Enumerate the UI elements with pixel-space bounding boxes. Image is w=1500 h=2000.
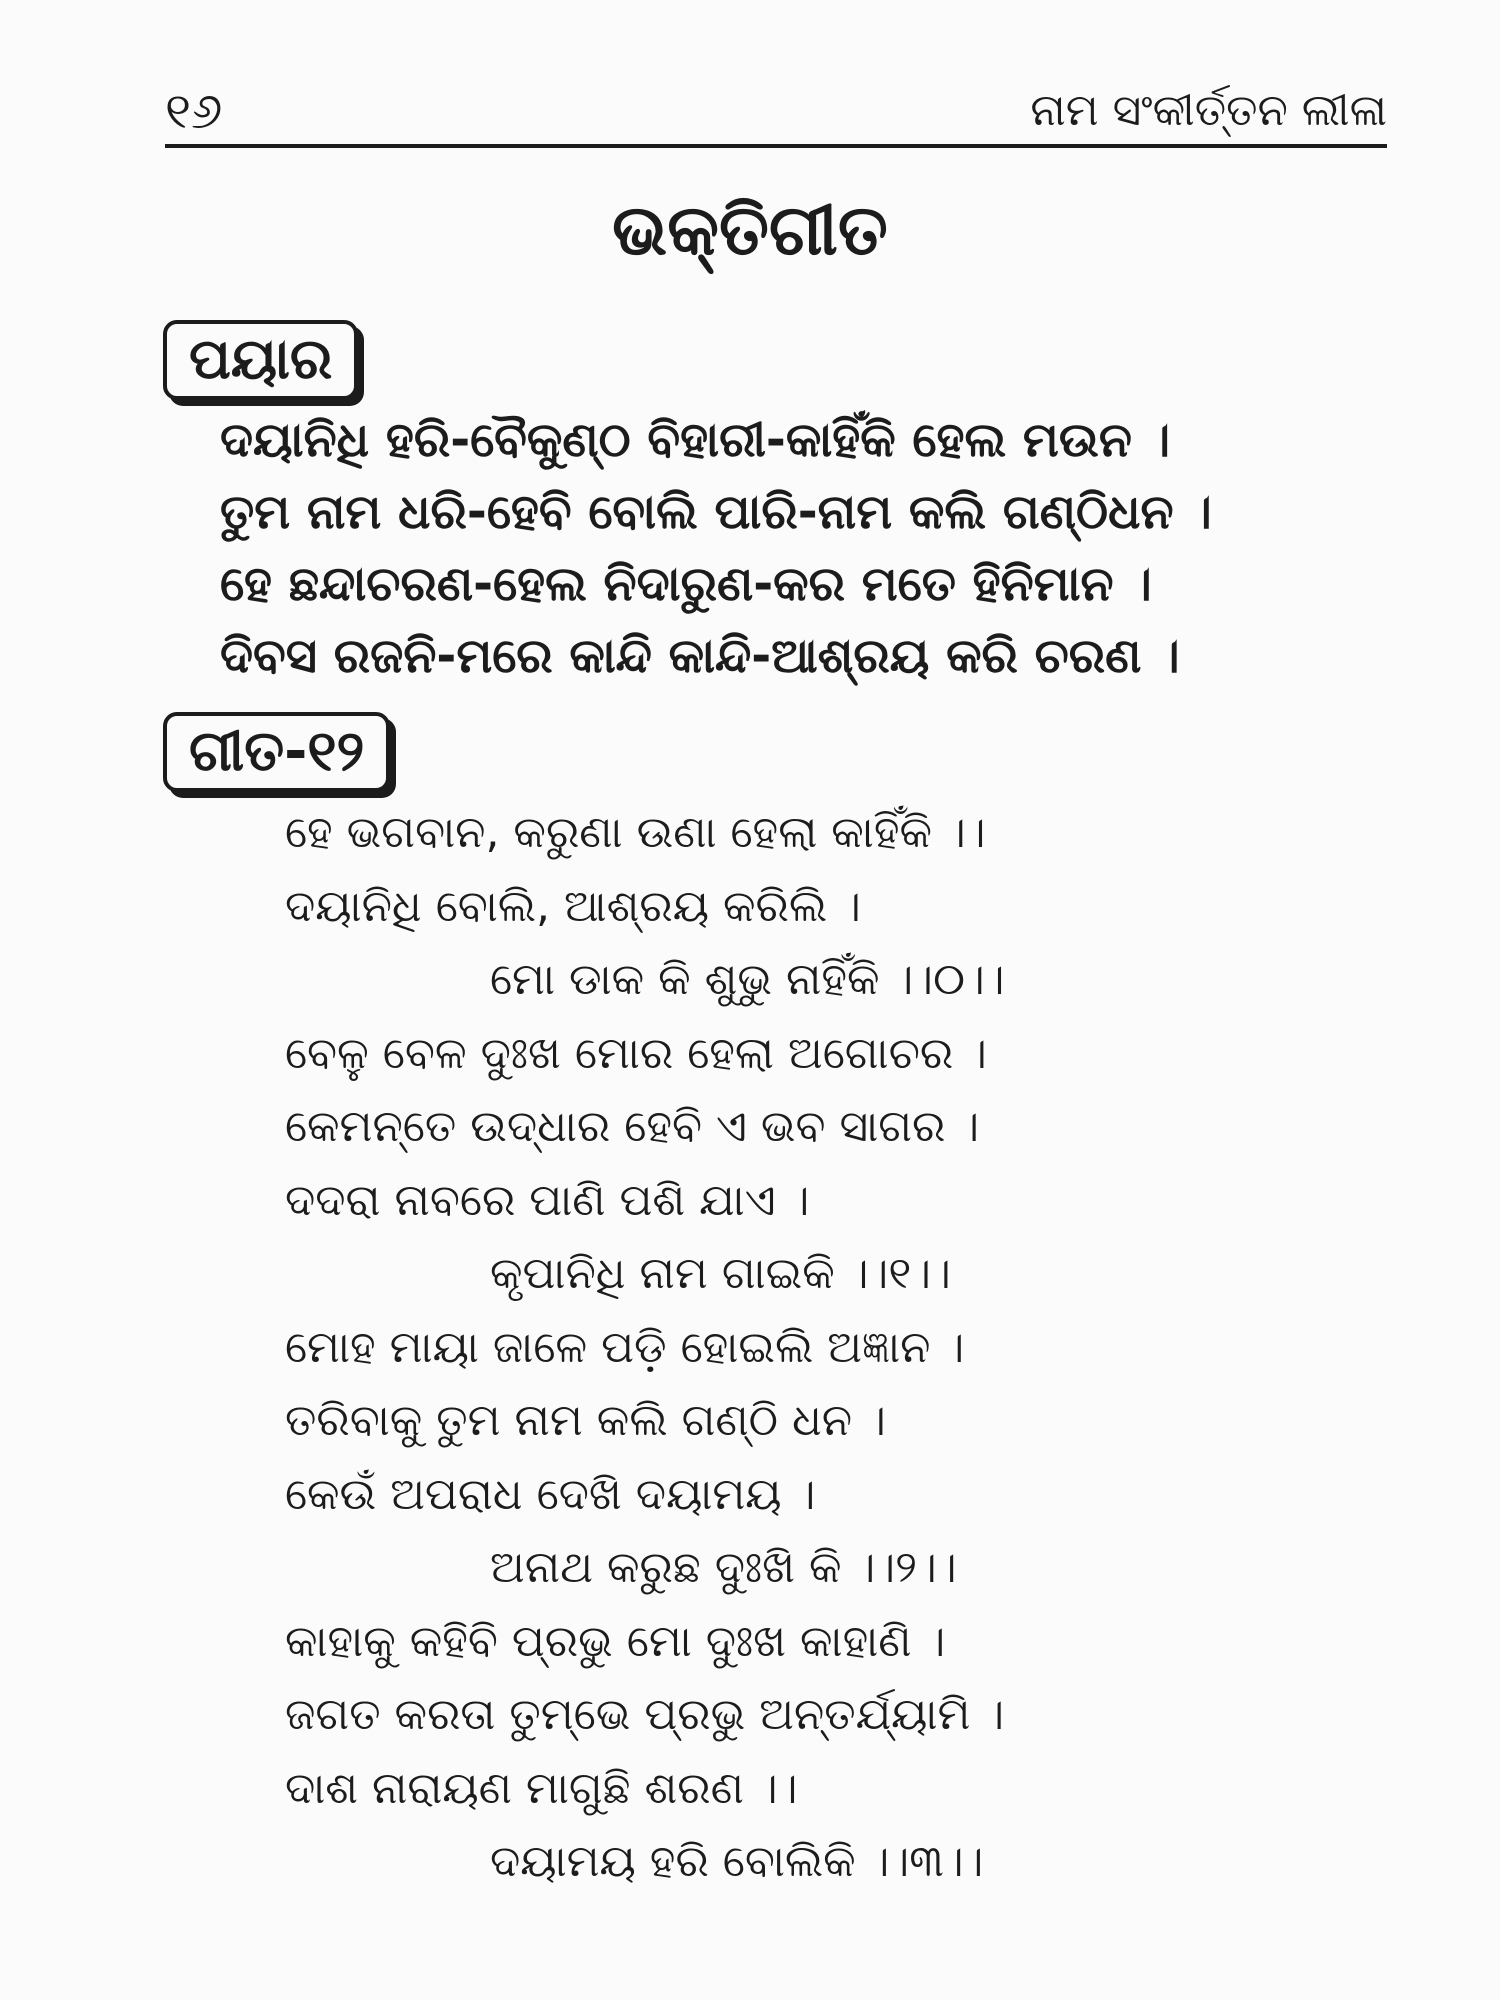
payar-line: ହେ ଛନ୍ଦାଚରଣ-ହେଲ ନିଦାରୁଣ-କର ମତେ ହିନିମାନ । bbox=[220, 556, 1152, 612]
payar-line: ଦିବସ ରଜନି-ମରେ କାନ୍ଦି କାନ୍ଦି-ଆଶ୍ରୟ କରି ଚରଣ । bbox=[220, 628, 1180, 684]
song-line: ମୋହ ମାୟା ଜାଳେ ପଡ଼ି ହୋଇଲି ଅଜ୍ଞାନ । bbox=[285, 1321, 965, 1373]
song-line: ଜଗତ କରତା ତୁମ୍ଭେ ପ୍ରଭୁ ଅନ୍ତର୍ଯ୍ୟାମି । bbox=[285, 1689, 1005, 1740]
header-rule bbox=[165, 144, 1387, 148]
song-line: ମୋ ଡାକ କି ଶୁଭୁ ନାହିଁକି ।।୦।। bbox=[490, 954, 1005, 1005]
song-line: କେଉଁ ଅପରାଧ ଦେଖି ଦୟାମୟ । bbox=[285, 1468, 816, 1520]
payar-verse bbox=[220, 404, 1440, 692]
geet-section-label: ଗୀତ-୧୨ bbox=[163, 712, 390, 792]
page-header bbox=[165, 80, 1387, 142]
song-line: ଦୟାନିଧି ବୋଲି, ଆଶ୍ରୟ କରିଲି । bbox=[285, 880, 861, 932]
running-title: ନାମ ସଂକୀର୍ତ୍ତନ ଲୀଳା bbox=[1030, 85, 1387, 136]
song-line: କେମନ୍ତେ ଉଦ୍ଧାର ହେବି ଏ ଭବ ସାଗର । bbox=[285, 1101, 980, 1152]
song-line: ଦୟାମୟ ହରି ବୋଲିକି ।।୩।। bbox=[490, 1836, 984, 1887]
song-line: କୃପାନିଧି ନାମ ଗାଇକି ।।୧।। bbox=[490, 1248, 951, 1299]
payar-section-label: ପୟାର bbox=[163, 320, 358, 400]
song-line: ହେ ଭଗବାନ, କରୁଣା ଉଣା ହେଲା କାହିଁକି ।। bbox=[285, 807, 986, 858]
song-line: କାହାକୁ କହିବି ପ୍ରଭୁ ମୋ ଦୁଃଖ କାହାଣି । bbox=[285, 1615, 946, 1667]
song-line: ଦାଶ ନାରାୟଣ ମାଗୁଛି ଶରଣ ।। bbox=[285, 1762, 798, 1814]
page-number: ୧୬ bbox=[165, 82, 223, 140]
song-lyrics bbox=[285, 796, 1385, 1899]
song-line: ଦଦରା ନାବରେ ପାଣି ପଶି ଯାଏ । bbox=[285, 1174, 810, 1226]
page-title: ଭକ୍ତିଗୀତ bbox=[612, 189, 888, 271]
song-line: ବେଳୁ ବେଳ ଦୁଃଖ ମୋର ହେଲା ଅଗୋଚର । bbox=[285, 1027, 987, 1079]
song-line: ତରିବାକୁ ତୁମ ନାମ କଲି ଗଣ୍ଠି ଧନ । bbox=[285, 1395, 886, 1446]
song-line: ଅନାଥ କରୁଛ ଦୁଃଖି କି ।।୨।। bbox=[490, 1542, 957, 1593]
payar-line: ତୁମ ନାମ ଧରି-ହେବି ବୋଲି ପାରି-ନାମ କଲି ଗଣ୍ଠିଧନ । bbox=[220, 484, 1212, 540]
payar-line: ଦୟାନିଧି ହରି-ବୈକୁଣ୍ଠ ବିହାରୀ-କାହିଁକି ହେଲ ମଉନ । bbox=[220, 412, 1171, 468]
